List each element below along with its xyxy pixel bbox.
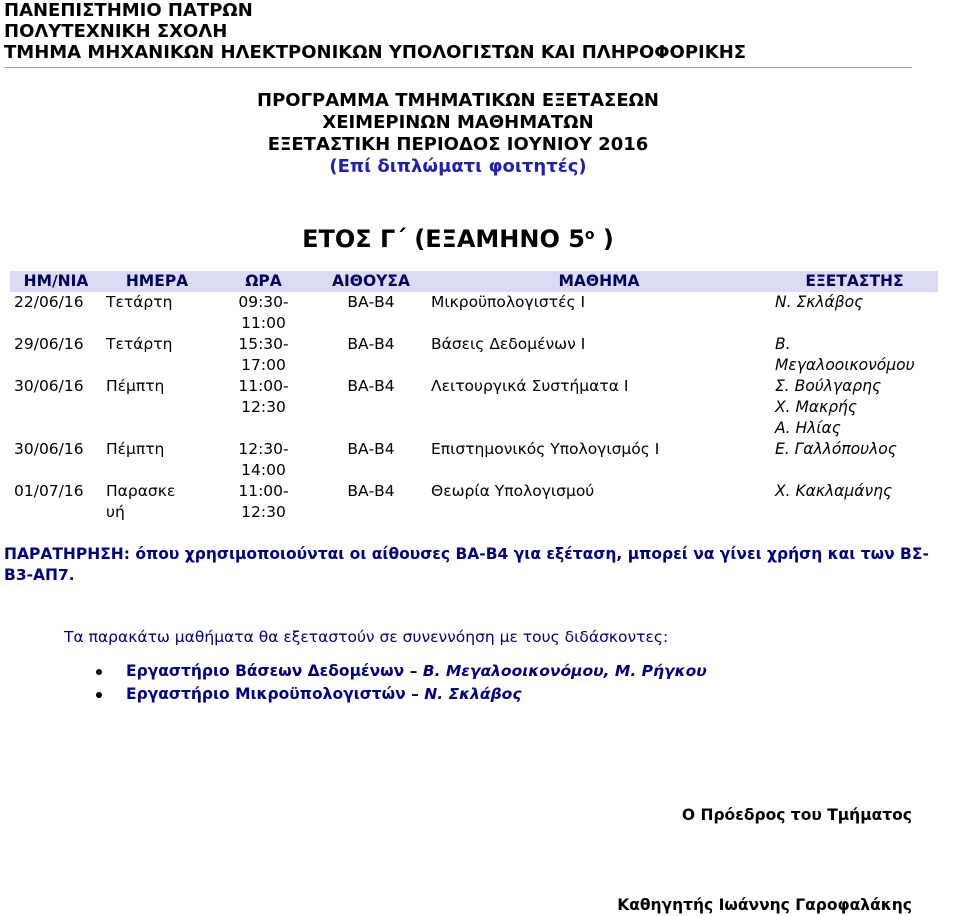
labs-intro: Τα παρακάτω μαθήματα θα εξεταστούν σε συνεννόηση με τους διδάσκοντες:	[64, 628, 669, 646]
table-row	[10, 334, 938, 376]
day-cell: Παρασκε υή	[106, 482, 176, 521]
course-cell: Λειτουργικά Συστήματα Ι	[431, 377, 629, 395]
title-line-3: ΕΞΕΤΑΣΤΙΚΗ ΠΕΡΙΟΔΟΣ ΙΟΥΝΙΟΥ 2016	[267, 134, 649, 155]
column-header-time: ΩΡΑ	[212, 271, 315, 292]
lab-course: Εργαστήριο Βάσεων Δεδομένων –	[126, 662, 423, 680]
date-cell: 01/07/16	[14, 482, 84, 500]
room-cell: ΒΑ-Β4	[347, 377, 395, 395]
day-cell: Πέμπτη	[106, 440, 165, 458]
signature-role: Ο Πρόεδρος του Τμήματος	[681, 806, 912, 824]
examiner-cell: Χ. Κακλαμάνης	[775, 482, 893, 500]
date-cell: 30/06/16	[14, 440, 84, 458]
column-header-course: ΜΑΘΗΜΑ	[427, 271, 771, 292]
column-header-date: ΗΜ/ΝΙΑ	[10, 271, 102, 292]
table-row	[10, 376, 938, 439]
course-cell: Μικροϋπολογιστές Ι	[431, 293, 586, 311]
bullet-icon	[96, 692, 102, 698]
lab-instructors: Β. Μεγαλοοικονόμου, Μ. Ρήγκου	[422, 662, 707, 680]
course-cell: Βάσεις Δεδομένων Ι	[431, 335, 586, 353]
lab-course: Εργαστήριο Μικροϋπολογιστών –	[126, 685, 425, 703]
year-close: )	[594, 225, 614, 253]
title-line-1: ΠΡΟΓΡΑΜΜΑ ΤΜΗΜΑΤΙΚΩΝ ΕΞΕΤΑΣΕΩΝ	[257, 90, 659, 111]
table-header-row	[10, 271, 938, 292]
table-row	[10, 481, 938, 523]
time-cell: 15:30- 17:00	[238, 335, 289, 374]
day-cell: Τετάρτη	[106, 335, 173, 353]
table-row	[10, 292, 938, 334]
lab-instructors: Ν. Σκλάβος	[424, 685, 522, 703]
room-cell: ΒΑ-Β4	[347, 335, 395, 353]
day-cell: Τετάρτη	[106, 293, 173, 311]
year-heading	[0, 224, 916, 254]
day-cell: Πέμπτη	[106, 377, 165, 395]
year-superscript: ο	[584, 227, 595, 243]
signature-name: Καθηγητής Ιωάννης Γαροφαλάκης	[617, 896, 912, 914]
list-item	[96, 660, 707, 683]
column-header-room: ΑΙΘΟΥΣΑ	[315, 271, 427, 292]
column-header-day: ΗΜΕΡΑ	[102, 271, 212, 292]
time-cell: 11:00- 12:30	[238, 482, 289, 521]
bullet-icon	[96, 669, 102, 675]
time-cell: 09:30- 11:00	[238, 293, 289, 332]
university-name: ΠΑΝΕΠΙΣΤΗΜΙΟ ΠΑΤΡΩΝ	[4, 0, 253, 21]
room-cell: ΒΑ-Β4	[347, 440, 395, 458]
examiner-cell: Β. Μεγαλοοικονόμου	[775, 335, 915, 374]
room-cell: ΒΑ-Β4	[347, 293, 395, 311]
date-cell: 29/06/16	[14, 335, 84, 353]
room-cell: ΒΑ-Β4	[347, 482, 395, 500]
date-cell: 22/06/16	[14, 293, 84, 311]
time-cell: 12:30- 14:00	[238, 440, 289, 479]
examiner-cell: Σ. Βούλγαρης Χ. Μακρής Α. Ηλίας	[775, 377, 882, 437]
list-item	[96, 683, 707, 706]
school-name: ΠΟΛΥΤΕΧΝΙΚΗ ΣΧΟΛΗ	[4, 21, 228, 42]
course-cell: Θεωρία Υπολογισμού	[431, 482, 595, 500]
examiner-cell: Ν. Σκλάβος	[775, 293, 864, 311]
table-row	[10, 439, 938, 481]
title-line-2: ΧΕΙΜΕΡΙΝΩΝ ΜΑΘΗΜΑΤΩΝ	[322, 112, 594, 133]
room-note: ΠΑΡΑΤΗΡΗΣΗ: όπου χρησιμοποιούνται οι αίθουσες ΒΑ-Β4 για εξέταση, μπορεί να γίνει χρήση και των ΒΣ-Β3-ΑΠ7.	[4, 545, 929, 584]
header-divider	[4, 67, 912, 68]
column-header-examiner: ΕΞΕΤΑΣΤΗΣ	[771, 271, 938, 292]
exam-titles	[0, 90, 916, 178]
time-cell: 11:00- 12:30	[238, 377, 289, 416]
exam-schedule-table	[10, 271, 938, 523]
examiner-cell: Ε. Γαλλόπουλος	[775, 440, 897, 458]
document-header	[4, 0, 746, 63]
year-label: ΕΤΟΣ Γ΄ (ΕΞΑΜΗΝΟ 5	[302, 225, 585, 253]
date-cell: 30/06/16	[14, 377, 84, 395]
department-name: ΤΜΗΜΑ ΜΗΧΑΝΙΚΩΝ ΗΛΕΚΤΡΟΝΙΚΩΝ ΥΠΟΛΟΓΙΣΤΩΝ ΚΑΙ ΠΛΗΡΟΦΟΡΙΚΗΣ	[4, 42, 747, 63]
course-cell: Επιστημονικός Υπολογισμός Ι	[431, 440, 660, 458]
title-line-4: (Επί διπλώματι φοιτητές)	[329, 156, 587, 177]
labs-list	[96, 660, 707, 706]
